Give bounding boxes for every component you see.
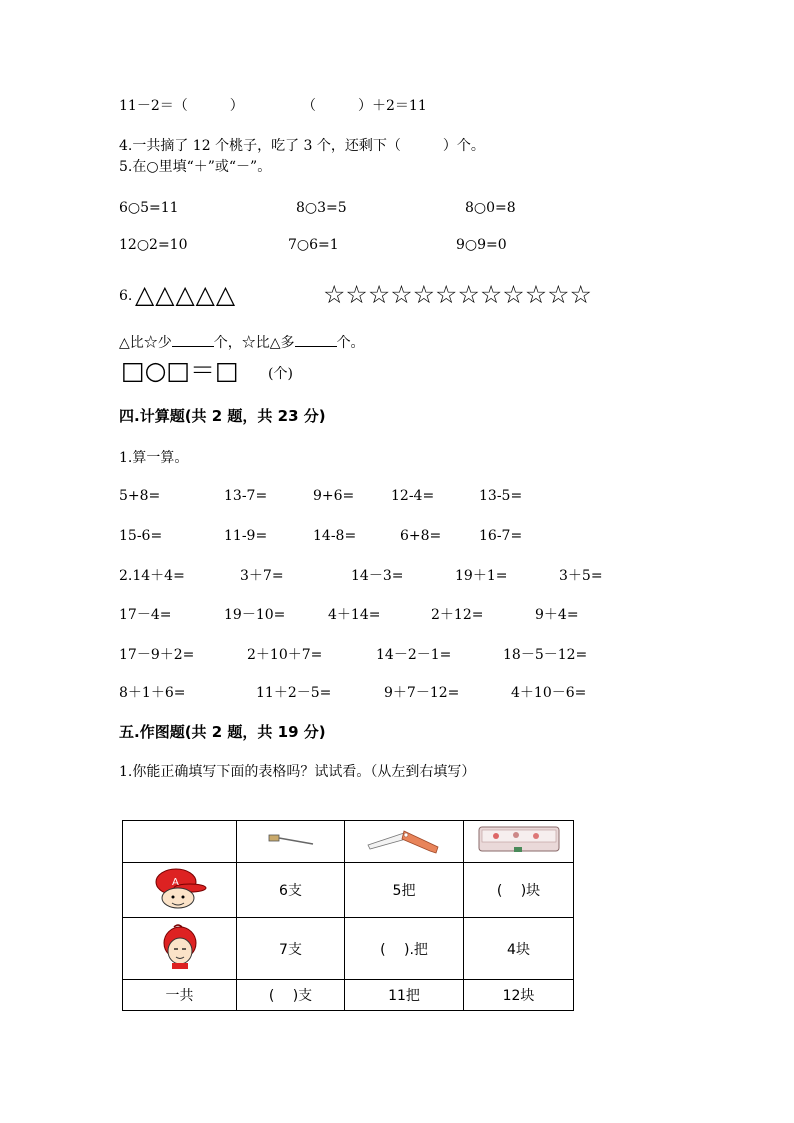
q5-text: 5.在○里填“＋”或“－”。 (119, 159, 272, 175)
compare-text-c: 个。 (336, 335, 365, 351)
compare-text-a: △比☆少 (119, 335, 172, 351)
q4-text: 4.一共摘了 12 个桃子，吃了 3 个，还剩下（ ）个。 (119, 138, 485, 154)
q5-item: 7○6=1 (288, 237, 339, 253)
calc-item: 5+8= (119, 488, 161, 504)
cell-boy-b-cases: 4块 (464, 918, 574, 980)
section4-title: 四.计算题(共 2 题，共 23 分) (119, 407, 326, 425)
cell-boy-a-pens: 6支 (237, 863, 345, 918)
section4-q1-label: 1.算一算。 (119, 450, 189, 466)
cell-boy-b-pens: 7支 (237, 918, 345, 980)
shape-equation: □○□＝□ (121, 356, 239, 385)
boy-b-cell (123, 918, 237, 980)
pencil-case-icon (476, 823, 562, 857)
equation-unit: (个) (268, 366, 293, 382)
total-label-cell: 一共 (123, 980, 237, 1011)
q3-equation-left: 11－2＝（ ） (119, 98, 244, 114)
q5-item: 8○0=8 (465, 200, 516, 216)
calc-item: 17－9＋2= (119, 647, 195, 663)
calc-item: 15-6= (119, 528, 163, 544)
cell-boy-b-knives[interactable]: ( ).把 (345, 918, 464, 980)
stars-row: ☆☆☆☆☆☆☆☆☆☆☆☆ (323, 280, 592, 309)
calc-item: 4＋10－6= (511, 685, 587, 701)
calc-item: 11-9= (224, 528, 268, 544)
q5-item: 12○2=10 (119, 237, 188, 253)
answer-blank[interactable] (172, 334, 214, 347)
calc-item: 3＋5= (559, 568, 603, 584)
q6-compare (119, 334, 365, 350)
calc-item: 2.14＋4= (119, 568, 185, 584)
calc-item: 8＋1＋6= (119, 685, 186, 701)
calc-item: 18－5－12= (503, 647, 588, 663)
svg-text:A: A (171, 877, 179, 888)
calc-item: 19＋1= (455, 568, 508, 584)
calc-item: 19－10= (224, 607, 286, 623)
q6-label: 6. (119, 288, 133, 304)
folding-knife-icon (364, 823, 444, 857)
calc-item: 11＋2－5= (256, 685, 332, 701)
q5-item: 6○5=11 (119, 200, 179, 216)
triangles-row: △△△△△ (135, 280, 237, 309)
calc-item: 9+6= (313, 488, 355, 504)
calc-item: 14－2－1= (376, 647, 452, 663)
calc-item: 9＋7－12= (384, 685, 460, 701)
section5-q1-text: 1.你能正确填写下面的表格吗？试试看。（从左到右填写） (119, 764, 476, 780)
cell-total-cases: 12块 (464, 980, 574, 1011)
boy-red-hair-icon (160, 923, 200, 971)
calc-item: 2＋10＋7= (247, 647, 323, 663)
calc-item: 12-4= (391, 488, 435, 504)
compare-text-b: 个，☆比△多 (213, 335, 295, 351)
pencil-case-header-cell (464, 821, 574, 863)
q5-item: 9○9=0 (456, 237, 507, 253)
pen-header-cell (237, 821, 345, 863)
calc-item: 9＋4= (535, 607, 579, 623)
calc-item: 2＋12= (431, 607, 484, 623)
header-empty-cell (123, 821, 237, 863)
calc-item: 13-5= (479, 488, 523, 504)
cell-total-pens[interactable]: ( )支 (237, 980, 345, 1011)
cell-boy-a-cases[interactable]: ( )块 (464, 863, 574, 918)
section5-title: 五.作图题(共 2 题，共 19 分) (119, 723, 326, 741)
answer-table (122, 820, 574, 1011)
calc-item: 14－3= (351, 568, 404, 584)
q3-equation-right: （ ）＋2＝11 (302, 98, 427, 114)
boy-a-cell (123, 863, 237, 918)
cell-boy-a-knives: 5把 (345, 863, 464, 918)
calc-item: 3＋7= (240, 568, 284, 584)
answer-blank[interactable] (295, 334, 337, 347)
knife-header-cell (345, 821, 464, 863)
cell-total-knives: 11把 (345, 980, 464, 1011)
calc-item: 17－4= (119, 607, 172, 623)
calc-item: 13-7= (224, 488, 268, 504)
boy-with-cap-icon (150, 866, 210, 910)
calc-item: 14-8= (313, 528, 357, 544)
q5-item: 8○3=5 (296, 200, 347, 216)
calc-item: 4＋14= (328, 607, 381, 623)
calc-item: 6+8= (400, 528, 442, 544)
pen-icon (267, 833, 315, 847)
calc-item: 16-7= (479, 528, 523, 544)
